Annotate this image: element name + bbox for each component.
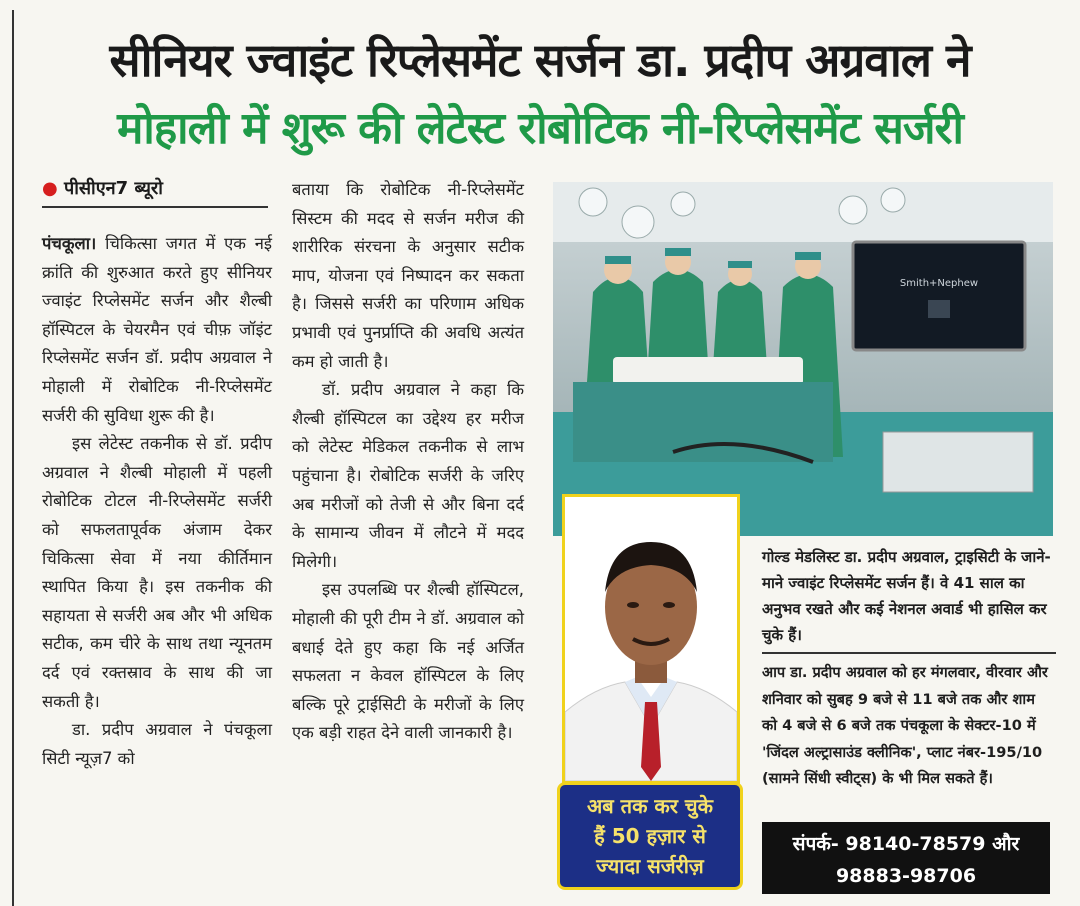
article-paragraph-1-text: चिकित्सा जगत में एक नई क्रांति की शुरुआत करते हुए सीनियर ज्वाइंट रिप्लेसमेंट सर्जन और शैल्बी हॉस्पिटल के चेयरमैन एवं चीफ़ जॉइंट रिप्लेसमेंट सर्जन डॉ. प्रदीप अग्रवाल ने मोहाली में रोबोटिक नी-रिप्लेसमेंट सर्जरी की सुविधा शुरू की है।: [42, 234, 272, 425]
doctor-intro-caption: गोल्ड मेडलिस्ट डा. प्रदीप अग्रवाल, ट्राइसिटी के जाने-माने ज्वाइंट रिप्लेसमेंट सर्जन हैं। वे 41 साल का अनुभव रखते और कई नेशनल अवार्ड भी हासिल कर चुके हैं।: [762, 548, 1051, 644]
caption-divider: [762, 652, 1056, 654]
article-paragraph-3: डा. प्रदीप अग्रवाल ने पंचकूला सिटी न्यूज़7 को: [42, 720, 272, 768]
badge-line-2: हैं 50 हज़ार से: [594, 824, 706, 848]
doctor-portrait-photo: [562, 494, 740, 784]
byline-text: पीसीएन7 ब्यूरो: [64, 178, 163, 199]
monitor-brand-text: Smith+Nephew: [899, 278, 979, 289]
article-paragraph-2: इस लेटेस्ट तकनीक से डॉ. प्रदीप अग्रवाल ने शैल्बी मोहाली में पहली रोबोटिक टोटल नी-रिप्लेसमेंट सर्जरी को सफलतापूर्वक अंजाम देकर चिकित्सा सेवा में नया कीर्तिमान स्थापित किया है। इस तकनीक की सहायता से सर्जरी अब और भी अधिक सटीक, कम चीरे के साथ तथा न्यूनतम दर्द एवं रक्तस्राव के साथ की जा सकती है।: [42, 434, 272, 711]
surgeries-count-badge: [557, 782, 743, 890]
badge-line-1: अब तक कर चुके: [587, 794, 713, 818]
badge-line-3: ज्यादा सर्जरीज़: [596, 854, 704, 878]
article-column-2: [292, 176, 524, 748]
article-column-1: [42, 230, 272, 773]
operating-room-photo: [553, 182, 1053, 536]
byline: [42, 176, 268, 208]
headline-line-2: मोहाली में शुरू की लेटेस्ट रोबोटिक नी-रिप्लेसमेंट सर्जरी: [117, 103, 963, 154]
article-paragraph-6: इस उपलब्धि पर शैल्बी हॉस्पिटल, मोहाली की पूरी टीम ने डॉ. अग्रवाल को बधाई देते हुए कहा कि नई अर्जित सफलता न केवल हॉस्पिटल के लिए बल्कि पूरे ट्राईसिटी के मरीजों के लिए एक बड़ी राहत देने वाली जानकारी है।: [292, 580, 524, 743]
article-paragraph-1: [42, 230, 272, 430]
dateline-place: पंचकूला।: [42, 234, 97, 253]
contact-line-2: 98883-98706: [835, 865, 977, 887]
bullet-icon: ●: [42, 178, 58, 199]
clinic-timing-caption: आप डा. प्रदीप अग्रवाल को हर मंगलवार, वीरवार और शनिवार को सुबह 9 बजे से 11 बजे तक और शाम को 4 बजे से 6 बजे तक पंचकूला के सेक्टर-10 में 'जिंदल अल्ट्रासाउंड क्लीनिक', प्लाट नंबर-195/10 (सामने सिंधी स्वीट्स) के भी मिल सकते हैं।: [762, 664, 1048, 787]
article-paragraph-5: डॉ. प्रदीप अग्रवाल ने कहा कि शैल्बी हॉस्पिटल का उद्देश्य हर मरीज को लेटेस्ट मेडिकल तकनीक से लाभ पहुंचाना है। रोबोटिक सर्जरी के जरिए अब मरीजों को तेजी से और बिना दर्द के सामान्य जीवन में लौटने में मदद मिलेगी।: [292, 380, 524, 571]
contact-line-1: संपर्क- 98140-78579 और: [792, 833, 1020, 855]
headline-line-1: सीनियर ज्वाइंट रिप्लेसमेंट सर्जन डा. प्रदीप अग्रवाल ने: [109, 33, 971, 87]
article-paragraph-4: बताया कि रोबोटिक नी-रिप्लेसमेंट सिस्टम की मदद से सर्जन मरीज की शारीरिक संरचना के अनुसार सटीक माप, योजना एवं निष्पादन कर सकता है। जिससे सर्जरी का परिणाम अधिक प्रभावी एवं पुनर्प्राप्ति की अवधि अत्यंत कम हो जाती है।: [292, 180, 524, 371]
contact-box: [762, 822, 1050, 894]
